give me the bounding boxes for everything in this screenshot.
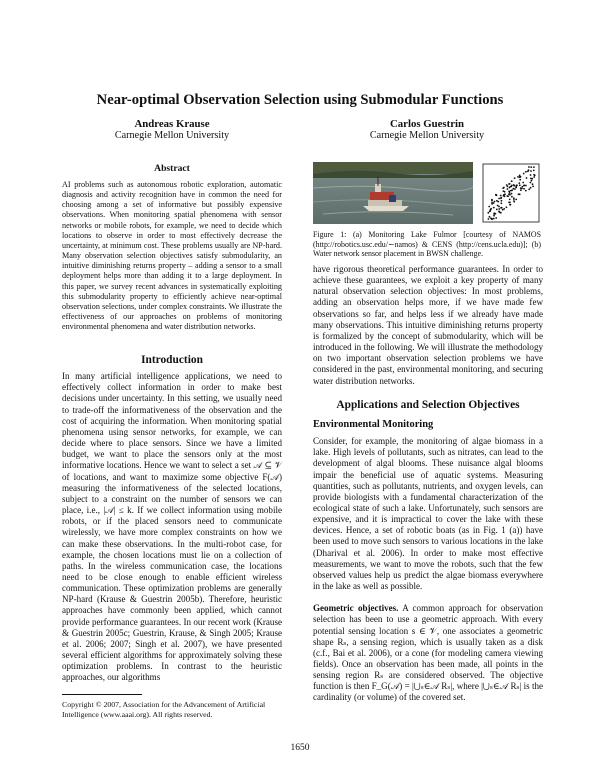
paragraph-lead: Geometric objectives. [313,603,399,614]
network-node [526,177,528,179]
network-node [490,217,492,219]
author-1 [60,118,284,142]
network-node [514,188,516,190]
network-node [530,166,532,168]
author-affiliation: Carnegie Mellon University [369,130,485,141]
network-node [519,184,521,186]
network-node [488,218,490,220]
network-node [489,210,491,212]
network-node [525,185,527,187]
network-node [495,194,497,196]
boat-on-lake-photo [313,162,473,224]
network-node [530,187,532,189]
network-node [498,208,500,210]
network-node [487,212,489,214]
copyright-notice: Copyright © 2007, Association for the Advancement of Artificial Intelligence (www.aaai.org). All rights reserved. [62,700,266,719]
network-node [533,170,535,172]
network-node [511,180,513,182]
subsection-heading: Environmental Monitoring [313,418,434,430]
intro-heading: Introduction [141,354,203,366]
network-node [530,174,532,176]
network-node [531,180,533,182]
network-node [532,186,534,188]
network-node [496,209,498,211]
network-node [496,200,498,202]
network-node [518,193,520,195]
network-node [500,207,502,209]
network-node [503,194,505,196]
network-node [519,179,521,181]
network-node [533,174,535,176]
network-node [520,176,522,178]
network-node [520,189,522,191]
network-node [491,203,493,205]
network-node [532,183,534,185]
network-node [528,188,530,190]
right-paragraph-2: Consider, for example, the monitoring of algae biomass in a lake. High levels of pollutants, such as nitrates, can lead to the development of algal blooms. These nuisance algal blooms impair the beneficial use of aquatic systems. Measuring quantities, such as pollutants, nutrients, and oxygen levels, can provide biologists with a fundamental characterization of the ecological state of such a lake. Unfortunately, such sensors are expensive, and it is impractical to cover the lake with these devices. Hence, a set of robotic boats (as in Fig. 1 (a)) have been used to move such sensors to various locations in the lake (Dharival et al. 2006). In order to make most effective measurements, we want to move the robots, such that the few observed values help us predict the algae biomass everywhere in the lake as well as possible. [313,436,543,592]
network-node [503,190,505,192]
network-node [511,196,513,198]
network-node [503,187,505,189]
paper-title: Near-optimal Observation Selection using Submodular Functions [96,92,504,108]
water-network-scatter [480,161,542,225]
right-paragraph-1: have rigorous theoretical performance guarantees. In order to achieve these guarantees, we exploit a key property of many natural observation selection objectives: In most problems, adding an observation helps more, if we have made few observations so far, and helps less if we already have made many observations. This intuitive diminishing returns property is formalized by the concept of submodularity, which will be introduced in the following. We will illustrate the methodology on two important observation selection problems we have considered in the past, environmental monitoring, and securing water distribution networks. [313,264,543,386]
network-node [506,195,508,197]
author-name: Carlos Guestrin [389,118,465,130]
network-node [500,212,502,214]
network-node [515,199,517,201]
abstract-heading: Abstract [154,163,190,174]
network-node [500,202,502,204]
network-node [493,212,495,214]
network-node [493,215,495,217]
network-node [509,202,511,204]
network-node [513,188,515,190]
intro-paragraph: In many artificial intelligence applications, we need to effectively collect information in order to make best decisions under uncertainty. In this setting, we usually need to trade-off the informativeness of the observation and the cost of acquiring the information. When monitoring spatial phenomena using sensor networks, for example, we can decide where to place sensors. Since we have a limited budget, we want to place the sensors only at the most informative locations. Hence we want to select a set 𝒜 ⊆ 𝒱 of locations, and want to maximize some objective F(𝒜) measuring the informativeness of the selected locations, subject to a constraint on the number of sensors we can place, i.e., |𝒜| ≤ k. If we collect information using mobile robots, or if the placed sensors need to communicate wirelessly, we have more complex constraints on how we can make these observations. In the multi-robot case, for example, the chosen locations must lie on a collection of paths. In the wireless communication case, the locations need to be close enough to enable efficient wireless communication. These optimization problems are generally NP-hard (Krause & Guestrin 2005b). Therefore, heuristic approaches have commonly been applied, which cannot provide performance guarantees. In our recent work (Krause & Guestrin 2005c; Guestrin, Krause, & Singh 2005; Krause et al. 2006; 2007; Singh et al. 2007), we have presented several efficient algorithms for approximately solving these optimization problems. In contrast to the heuristic approaches, our algorithms [62,371,282,683]
network-node [531,178,533,180]
network-node [509,194,511,196]
author-2 [312,118,542,142]
network-node [513,199,515,201]
network-node [511,189,513,191]
network-node [509,199,511,201]
network-node [515,187,517,189]
network-node [514,177,516,179]
network-node [530,170,532,172]
network-node [525,171,527,173]
network-node [491,200,493,202]
network-node [501,200,503,202]
network-node [508,183,510,185]
network-node [523,173,525,175]
network-node [500,195,502,197]
network-node [513,184,515,186]
network-node [525,190,527,192]
network-node [510,204,512,206]
network-node [518,182,520,184]
network-node [498,206,500,208]
author-name: Andreas Krause [134,118,210,130]
network-node [508,190,510,192]
network-node [493,218,495,220]
network-node [506,206,508,208]
network-node [522,186,524,188]
network-node [506,184,508,186]
network-node [500,197,502,199]
page-number: 1650 [290,743,310,753]
network-node [494,201,496,203]
network-node [523,188,525,190]
network-node [513,201,515,203]
network-node [530,182,532,184]
left-column [62,355,282,684]
paragraph-body: A common approach for observation selection has been to use a geometric approach. With every potential sensing location s ∈ 𝒱, one associates a geometric shape Rₛ, a sensing region, which is usually taken as a disk (c.f., Bai et al. 2006), or a cone (for modeling camera viewing fields). Once an observation has been made, all points in the sensing region Rₛ are considered observed. The objective function is then F_G(𝒜) = |⋃ₛ∈𝒜 Rₛ|, where |⋃ₛ∈𝒜 Rₛ| is the cardinality (or volume) of the covered set. [313,603,543,703]
network-node [527,171,529,173]
network-node [498,211,500,213]
right-paragraph-3 [313,603,543,703]
author-affiliation: Carnegie Mellon University [114,130,230,141]
right-column [313,264,543,704]
network-node [502,209,504,211]
network-node [516,184,518,186]
network-node [511,193,513,195]
network-node [493,207,495,209]
network-node [488,206,490,208]
network-node [490,209,492,211]
section-heading: Applications and Selection Objectives [336,398,520,411]
network-node [533,166,535,168]
network-node [528,166,530,168]
network-node [533,176,535,178]
network-node [522,182,524,184]
network-node [523,185,525,187]
network-node [521,188,523,190]
abstract-text: AI problems such as autonomous robotic exploration, automatic diagnosis and activity recognition have in common the need for choosing among a set of informative but possibly expensive observations. When monitoring spatial phenomena with sensor networks or mobile robots, for example, we need to decide which locations to observe in order to most effectively decrease the uncertainty, at minimum cost. These problems usually are NP-hard. Many observation selection objectives satisfy submodularity, an intuitive diminishing returns property – adding a sensor to a small deployment helps more than adding it to a large deployment. In this paper, we survey recent advances in systematically exploiting this submodularity property to efficiently achieve near-optimal observation selections, under complex constraints. We illustrate the effectiveness of our approaches on problems of monitoring environmental phenomena and water distribution networks. [62,180,282,332]
network-node [498,198,500,200]
network-node [517,176,519,178]
footnote-rule [62,694,142,695]
figure-caption: Figure 1: (a) Monitoring Lake Fulmor [courtesy of NAMOS (http://robotics.usc.edu/∼namos) & CENS (http://cens.ucla.edu)]; (b) Water network sensor placement in BWSN challenge. [313,230,541,259]
network-node [507,188,509,190]
network-node [495,217,497,219]
network-node [510,186,512,188]
network-node [513,197,515,199]
network-node [489,216,491,218]
